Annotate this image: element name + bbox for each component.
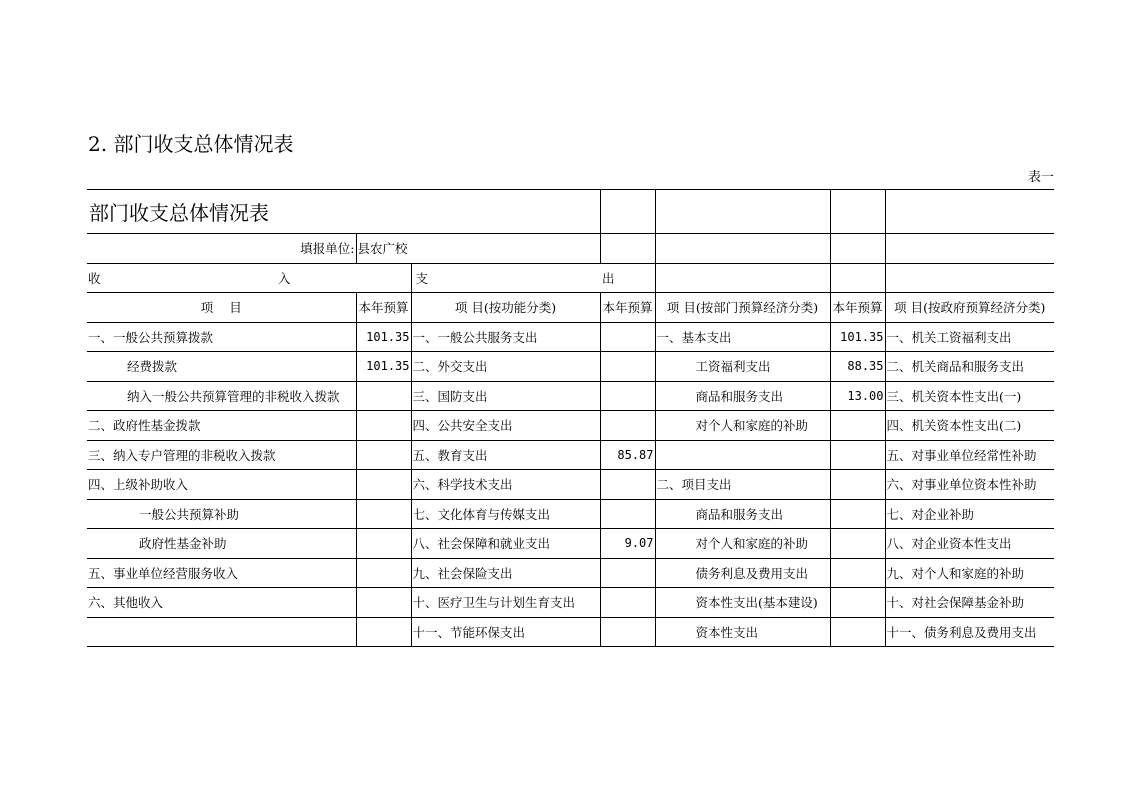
func-item: 九、社会保险支出 bbox=[411, 558, 600, 588]
dept-amount bbox=[830, 411, 885, 441]
func-item: 十一、节能环保支出 bbox=[411, 617, 600, 647]
income-item: 五、事业单位经营服务收入 bbox=[87, 558, 356, 588]
func-item: 一、一般公共服务支出 bbox=[411, 322, 600, 352]
empty-cell bbox=[655, 234, 830, 264]
table-row bbox=[87, 529, 1054, 559]
dept-item: 对个人和家庭的补助 bbox=[655, 529, 830, 559]
empty-cell bbox=[655, 190, 830, 234]
func-item: 五、教育支出 bbox=[411, 440, 600, 470]
dept-amount bbox=[830, 470, 885, 500]
empty-cell bbox=[600, 190, 655, 234]
income-amount bbox=[356, 411, 411, 441]
table-row bbox=[87, 381, 1054, 411]
income-item: 二、政府性基金拨款 bbox=[87, 411, 356, 441]
gov-item: 三、机关资本性支出(一) bbox=[885, 381, 1054, 411]
empty-cell bbox=[655, 263, 830, 293]
dept-amount bbox=[830, 529, 885, 559]
income-item: 六、其他收入 bbox=[87, 588, 356, 618]
dept-amount bbox=[830, 558, 885, 588]
func-item: 三、国防支出 bbox=[411, 381, 600, 411]
table-title-row bbox=[87, 190, 1054, 234]
col-header-func-class: 项 目(按功能分类) bbox=[411, 293, 600, 323]
func-amount bbox=[600, 411, 655, 441]
gov-item: 八、对企业资本性支出 bbox=[885, 529, 1054, 559]
empty-cell bbox=[830, 263, 885, 293]
table-row bbox=[87, 322, 1054, 352]
unit-label: 填报单位: bbox=[87, 234, 356, 264]
func-amount bbox=[600, 588, 655, 618]
table-row bbox=[87, 588, 1054, 618]
dept-item: 资本性支出 bbox=[655, 617, 830, 647]
empty-cell bbox=[885, 263, 1054, 293]
func-amount bbox=[600, 352, 655, 382]
empty-cell bbox=[885, 234, 1054, 264]
gov-item: 四、机关资本性支出(二) bbox=[885, 411, 1054, 441]
empty-cell bbox=[830, 190, 885, 234]
income-amount bbox=[356, 499, 411, 529]
dept-item: 债务利息及费用支出 bbox=[655, 558, 830, 588]
col-header-item: 项 目 bbox=[87, 293, 356, 323]
group-header-row bbox=[87, 263, 1054, 293]
income-amount: 101.35 bbox=[356, 322, 411, 352]
col-header-gov-econ-class: 项 目(按政府预算经济分类) bbox=[885, 293, 1054, 323]
dept-item: 一、基本支出 bbox=[655, 322, 830, 352]
gov-item: 七、对企业补助 bbox=[885, 499, 1054, 529]
budget-summary-table bbox=[87, 189, 1054, 647]
gov-item: 五、对事业单位经常性补助 bbox=[885, 440, 1054, 470]
table-number: 表一 bbox=[1027, 170, 1054, 185]
table-row bbox=[87, 470, 1054, 500]
func-item: 十、医疗卫生与计划生育支出 bbox=[411, 588, 600, 618]
income-amount bbox=[356, 617, 411, 647]
table-row bbox=[87, 352, 1054, 382]
dept-amount bbox=[830, 440, 885, 470]
dept-amount bbox=[830, 499, 885, 529]
dept-item bbox=[655, 440, 830, 470]
income-amount bbox=[356, 470, 411, 500]
expense-header-left: 支 bbox=[415, 270, 429, 286]
gov-item: 六、对事业单位资本性补助 bbox=[885, 470, 1054, 500]
gov-item: 十、对社会保障基金补助 bbox=[885, 588, 1054, 618]
table-row bbox=[87, 411, 1054, 441]
func-item: 八、社会保障和就业支出 bbox=[411, 529, 600, 559]
income-header-left: 收 bbox=[88, 270, 101, 286]
func-amount bbox=[600, 558, 655, 588]
gov-item: 十一、债务利息及费用支出 bbox=[885, 617, 1054, 647]
dept-item: 二、项目支出 bbox=[655, 470, 830, 500]
dept-item: 工资福利支出 bbox=[655, 352, 830, 382]
dept-amount bbox=[830, 588, 885, 618]
table-row bbox=[87, 558, 1054, 588]
income-item: 一、一般公共预算拨款 bbox=[87, 322, 356, 352]
col-header-dept-econ-class: 项 目(按部门预算经济分类) bbox=[655, 293, 830, 323]
income-amount: 101.35 bbox=[356, 352, 411, 382]
gov-item: 二、机关商品和服务支出 bbox=[885, 352, 1054, 382]
dept-item: 资本性支出(基本建设) bbox=[655, 588, 830, 618]
func-item: 七、文化体育与传媒支出 bbox=[411, 499, 600, 529]
income-item: 政府性基金补助 bbox=[87, 529, 356, 559]
dept-item: 商品和服务支出 bbox=[655, 381, 830, 411]
func-amount bbox=[600, 322, 655, 352]
income-item: 经费拨款 bbox=[87, 352, 356, 382]
dept-amount: 88.35 bbox=[830, 352, 885, 382]
func-item: 六、科学技术支出 bbox=[411, 470, 600, 500]
unit-value: 县农广校 bbox=[356, 234, 600, 264]
func-amount bbox=[600, 470, 655, 500]
dept-item: 对个人和家庭的补助 bbox=[655, 411, 830, 441]
col-header-budget-3: 本年预算 bbox=[830, 293, 885, 323]
income-item: 一般公共预算补助 bbox=[87, 499, 356, 529]
income-amount bbox=[356, 558, 411, 588]
func-amount bbox=[600, 499, 655, 529]
income-group-header bbox=[87, 263, 411, 293]
column-header-row bbox=[87, 293, 1054, 323]
table-title: 部门收支总体情况表 bbox=[87, 190, 600, 234]
func-amount: 9.07 bbox=[600, 529, 655, 559]
document-heading: 2. 部门收支总体情况表 bbox=[88, 132, 294, 156]
income-item: 四、上级补助收入 bbox=[87, 470, 356, 500]
func-amount bbox=[600, 617, 655, 647]
income-amount bbox=[356, 381, 411, 411]
expense-group-header bbox=[411, 263, 655, 293]
income-amount bbox=[356, 529, 411, 559]
dept-amount: 101.35 bbox=[830, 322, 885, 352]
empty-cell bbox=[600, 234, 655, 264]
dept-amount: 13.00 bbox=[830, 381, 885, 411]
income-amount bbox=[356, 440, 411, 470]
dept-item: 商品和服务支出 bbox=[655, 499, 830, 529]
col-header-budget-1: 本年预算 bbox=[356, 293, 411, 323]
gov-item: 一、机关工资福利支出 bbox=[885, 322, 1054, 352]
expense-header-right: 出 bbox=[601, 270, 615, 286]
income-amount bbox=[356, 588, 411, 618]
empty-cell bbox=[830, 234, 885, 264]
func-item: 四、公共安全支出 bbox=[411, 411, 600, 441]
col-header-budget-2: 本年预算 bbox=[600, 293, 655, 323]
table-row bbox=[87, 499, 1054, 529]
func-amount: 85.87 bbox=[600, 440, 655, 470]
income-header-right: 入 bbox=[277, 270, 291, 286]
table-row bbox=[87, 440, 1054, 470]
unit-row bbox=[87, 234, 1054, 264]
func-item: 二、外交支出 bbox=[411, 352, 600, 382]
gov-item: 九、对个人和家庭的补助 bbox=[885, 558, 1054, 588]
table-row bbox=[87, 617, 1054, 647]
empty-cell bbox=[885, 190, 1054, 234]
income-item: 纳入一般公共预算管理的非税收入拨款 bbox=[87, 381, 356, 411]
income-item bbox=[87, 617, 356, 647]
dept-amount bbox=[830, 617, 885, 647]
income-item: 三、纳入专户管理的非税收入拨款 bbox=[87, 440, 356, 470]
func-amount bbox=[600, 381, 655, 411]
